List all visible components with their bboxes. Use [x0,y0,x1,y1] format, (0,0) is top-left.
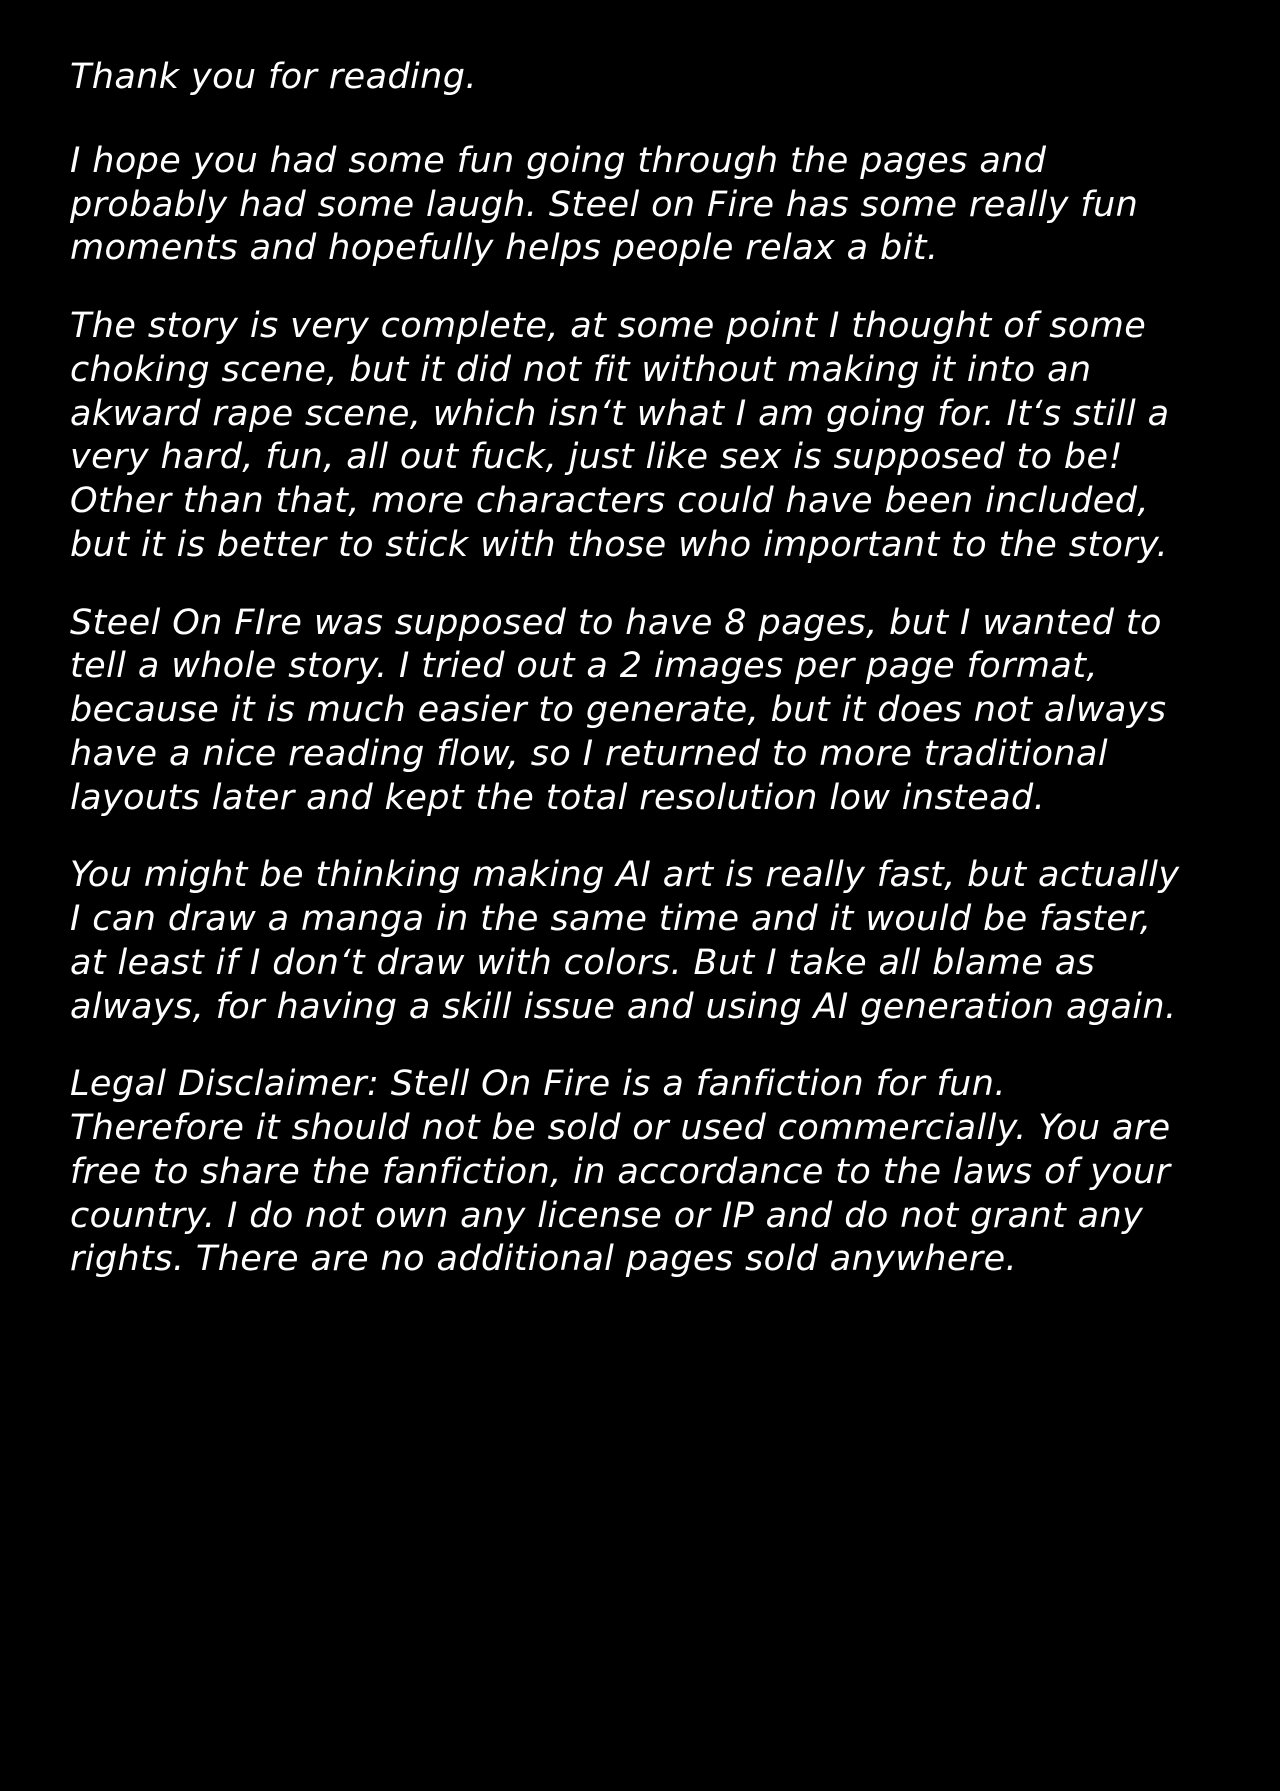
afterword-text-block [70,56,1190,1282]
afterword-paragraph-pages: Steel On FIre was supposed to have 8 pages, but I wanted to tell a whole story. I tried out a 2 images per page format, because it is much easier to generate, but it does not always have a nice reading flow, so I returned to more traditional layouts later and kept the total resolution low instead. [70,602,1178,818]
afterword-paragraph-hope: I hope you had some fun going through the pages and probably had some laugh. Steel on Fire has some really fun moments and hopefully helps people relax a bit. [70,140,1150,269]
afterword-paragraph-legal-disclaimer: Legal Disclaimer: Stell On Fire is a fanfiction for fun. Therefore it should not be sold or used commercially. You are free to share the fanfiction, in accordance to the laws of your country. I do not own any license or IP and do not grant any rights. There are no additional pages sold anywhere. [70,1064,1183,1280]
afterword-paragraph-thanks: Thank you for reading. [70,57,477,97]
afterword-paragraph-ai-art: You might be thinking making AI art is really fast, but actually I can draw a manga in the same time and it would be faster, at least if I don‘t draw with colors. But I take all blame as always, for having a skill issue and using AI generation again. [70,855,1191,1027]
afterword-paragraph-story: The story is very complete, at some point I thought of some choking scene, but it did not fit without making it into an akward rape scene, which isn‘t what I am going for. It‘s still a very hard, fun, all out fuck, just like sex is supposed to be! Other than that, more characters could have been included, but it is better to stick with those who important to the story. [70,306,1182,565]
